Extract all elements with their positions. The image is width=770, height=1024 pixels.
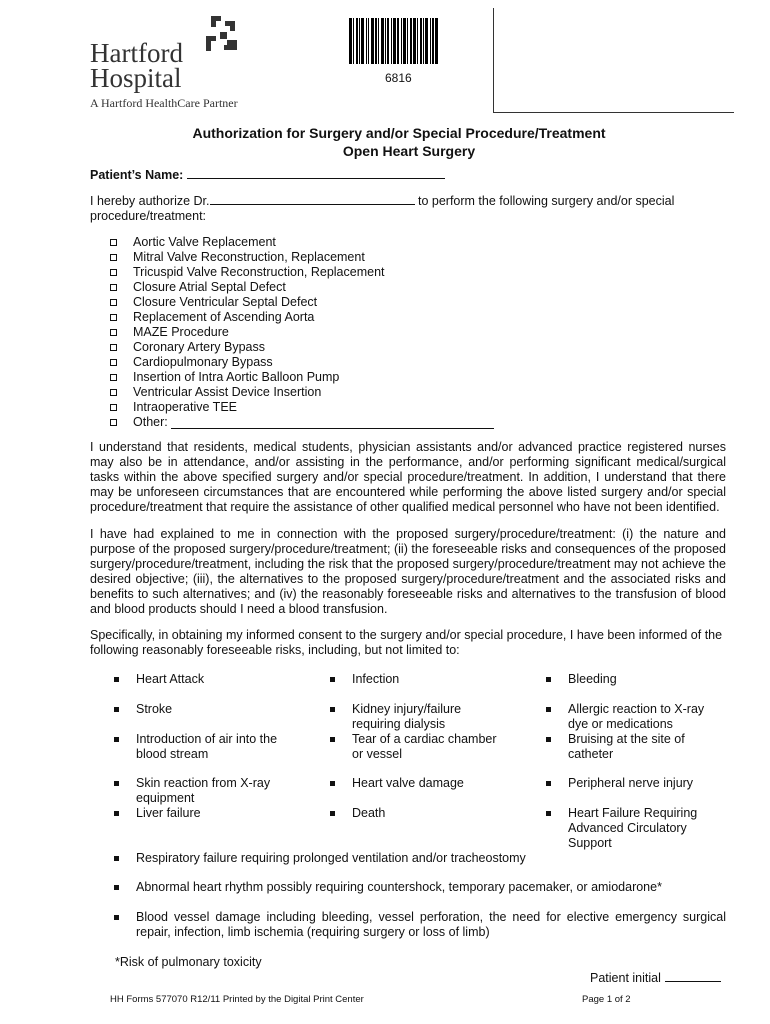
bullet-icon [114, 811, 119, 816]
risk-item: Heart valve damage [352, 776, 464, 790]
bullet-icon [546, 677, 551, 682]
bullet-icon [114, 885, 119, 890]
risk-item: Bleeding [568, 672, 617, 686]
procedure-label: Other: [133, 415, 168, 429]
checkbox[interactable] [110, 344, 117, 351]
patient-initial-label: Patient initial [590, 971, 661, 985]
bullet-icon [330, 677, 335, 682]
logo-hartford: Hartford [90, 38, 183, 68]
patient-initial-row [590, 970, 721, 985]
procedure-label: Coronary Artery Bypass [133, 340, 265, 354]
patient-name-label: Patient’s Name: [90, 168, 184, 182]
risk-item: Heart Failure Requiring [568, 806, 698, 820]
procedure-label: Replacement of Ascending Aorta [133, 310, 315, 324]
bullet-icon [546, 781, 551, 786]
logo-hospital: Hospital [90, 63, 182, 93]
checkbox[interactable] [110, 374, 117, 381]
procedure-item-other[interactable] [110, 415, 494, 430]
procedure-label: Insertion of Intra Aortic Balloon Pump [133, 370, 340, 384]
risk-item-cont: catheter [568, 747, 614, 761]
risk-item: Introduction of air into the [136, 732, 278, 746]
bullet-icon [114, 781, 119, 786]
checkbox[interactable] [110, 269, 117, 276]
risk-item-cont: Advanced Circulatory [568, 821, 687, 835]
bullet-icon [114, 707, 119, 712]
procedure-item[interactable] [110, 355, 494, 370]
checkbox[interactable] [110, 419, 117, 426]
risk-item: Kidney injury/failure [352, 702, 462, 716]
procedure-item[interactable] [110, 385, 494, 400]
procedure-item[interactable] [110, 400, 494, 415]
procedure-label: Closure Atrial Septal Defect [133, 280, 286, 294]
procedure-label: MAZE Procedure [133, 325, 229, 339]
risk-item: Death [352, 806, 386, 820]
paragraph-explanation: I have had explained to me in connection with the proposed surgery/procedure/treatment: (i) the nature and purpose of the proposed surgery/procedure/treatment; (ii) the foreseeable risks and consequences of the proposed surgery/procedure/treatment, including the risk that the proposed surgery/procedure/treatment may not achieve the desired objective; (iii), the alternatives to the proposed surgery/procedure/treatment and the associated risks and benefits to such alternatives; and (iv) the reasonably foreseeable risks and alternatives to the transfusion of blood and blood products should I need a blood transfusion. [90, 527, 726, 616]
form-subtitle: Open Heart Surgery [342, 143, 476, 159]
procedure-item[interactable] [110, 280, 494, 295]
checkbox[interactable] [110, 314, 117, 321]
checkbox[interactable] [110, 329, 117, 336]
other-procedure-field[interactable] [171, 416, 494, 429]
authorize-suffix: to perform the following surgery and/or special procedure/treatment: [90, 194, 675, 223]
bullet-icon [330, 781, 335, 786]
procedure-label: Ventricular Assist Device Insertion [133, 385, 322, 399]
page-number: Page 1 of 2 [582, 994, 631, 1005]
paragraph-personnel: I understand that residents, medical students, physician assistants and/or advanced practice registered nurses may also be in attendance, and/or assisting in the performance, and/or performing significant medical/surgical tasks within the above specified surgery and/or special procedure/treatment. In addition, I understand that there may be unforeseen circumstances that are encountered while performing the above listed surgery and/or special procedure/treatment that require the assistance of other qualified medical personnel who have not been identified. [90, 440, 726, 514]
patient-initial-field[interactable] [665, 970, 721, 982]
bullet-icon [114, 737, 119, 742]
bullet-icon [330, 707, 335, 712]
physician-name-field[interactable] [210, 193, 415, 205]
procedure-label: Intraoperative TEE [133, 400, 237, 414]
hospital-logo-icon [203, 14, 243, 54]
risk-item-cont: or vessel [352, 747, 403, 761]
procedure-item[interactable] [110, 265, 494, 280]
bullet-icon [546, 707, 551, 712]
risk-item: Stroke [136, 702, 173, 716]
logo-tagline: A Hartford HealthCare Partner [90, 96, 238, 110]
bullet-icon [546, 737, 551, 742]
paragraph-risks-intro: Specifically, in obtaining my informed consent to the surgery and/or special procedure, I have been informed of the following reasonably foreseeable risks, including, but not limited to: [90, 628, 723, 657]
patient-label-area [493, 8, 734, 113]
bullet-icon [330, 737, 335, 742]
patient-name-field[interactable] [187, 166, 445, 179]
bullet-icon [114, 915, 119, 920]
footnote: *Risk of pulmonary toxicity [115, 955, 262, 969]
procedure-item[interactable] [110, 250, 494, 265]
risk-item-cont: dye or medications [568, 717, 673, 731]
risk-item: Allergic reaction to X-ray [568, 702, 705, 716]
procedure-label: Mitral Valve Reconstruction, Replacement [133, 250, 365, 264]
bullet-icon [546, 811, 551, 816]
procedure-item[interactable] [110, 325, 494, 340]
checkbox[interactable] [110, 239, 117, 246]
form-footer: HH Forms 577070 R12/11 Printed by the Digital Print Center [110, 994, 364, 1005]
procedure-label: Closure Ventricular Septal Defect [133, 295, 318, 309]
risk-item: Abnormal heart rhythm possibly requiring countershock, temporary pacemaker, or amiodarone* [136, 880, 662, 894]
risk-item-cont: Support [568, 836, 612, 850]
authorization-statement [90, 193, 726, 224]
checkbox[interactable] [110, 254, 117, 261]
form-title: Authorization for Surgery and/or Special Procedure/Treatment [192, 125, 606, 141]
checkbox[interactable] [110, 359, 117, 366]
procedure-label: Cardiopulmonary Bypass [133, 355, 273, 369]
risk-item: Peripheral nerve injury [568, 776, 694, 790]
barcode [349, 18, 450, 64]
risk-item: Heart Attack [136, 672, 205, 686]
procedure-item[interactable] [110, 310, 494, 325]
risk-item: Liver failure [136, 806, 201, 820]
risk-item-cont: blood stream [136, 747, 209, 761]
risk-item-cont: equipment [136, 791, 195, 805]
checkbox[interactable] [110, 284, 117, 291]
bullet-icon [330, 811, 335, 816]
procedure-item[interactable] [110, 235, 494, 250]
risk-item: Infection [352, 672, 400, 686]
checkbox[interactable] [110, 404, 117, 411]
risk-item: Tear of a cardiac chamber [352, 732, 497, 746]
form-number: 6816 [385, 71, 412, 85]
checkbox[interactable] [110, 299, 117, 306]
procedure-label: Aortic Valve Replacement [133, 235, 276, 249]
procedure-item[interactable] [110, 370, 494, 385]
risk-item: Bruising at the site of [568, 732, 685, 746]
bullet-icon [114, 677, 119, 682]
procedure-item[interactable] [110, 295, 494, 310]
risk-item-cont: requiring dialysis [352, 717, 446, 731]
procedure-item[interactable] [110, 340, 494, 355]
risk-item: Respiratory failure requiring prolonged ventilation and/or tracheostomy [136, 851, 526, 865]
risk-item: Skin reaction from X-ray [136, 776, 271, 790]
bullet-icon [114, 856, 119, 861]
checkbox[interactable] [110, 389, 117, 396]
procedure-checklist [110, 235, 494, 430]
risk-item: Blood vessel damage including bleeding, vessel perforation, the need for elective emergency surgical repair, infection, limb ischemia (requiring surgery or loss of limb) [136, 910, 726, 939]
patient-name-row [90, 166, 445, 182]
authorize-prefix: I hereby authorize Dr. [90, 194, 210, 208]
procedure-label: Tricuspid Valve Reconstruction, Replacement [133, 265, 385, 279]
